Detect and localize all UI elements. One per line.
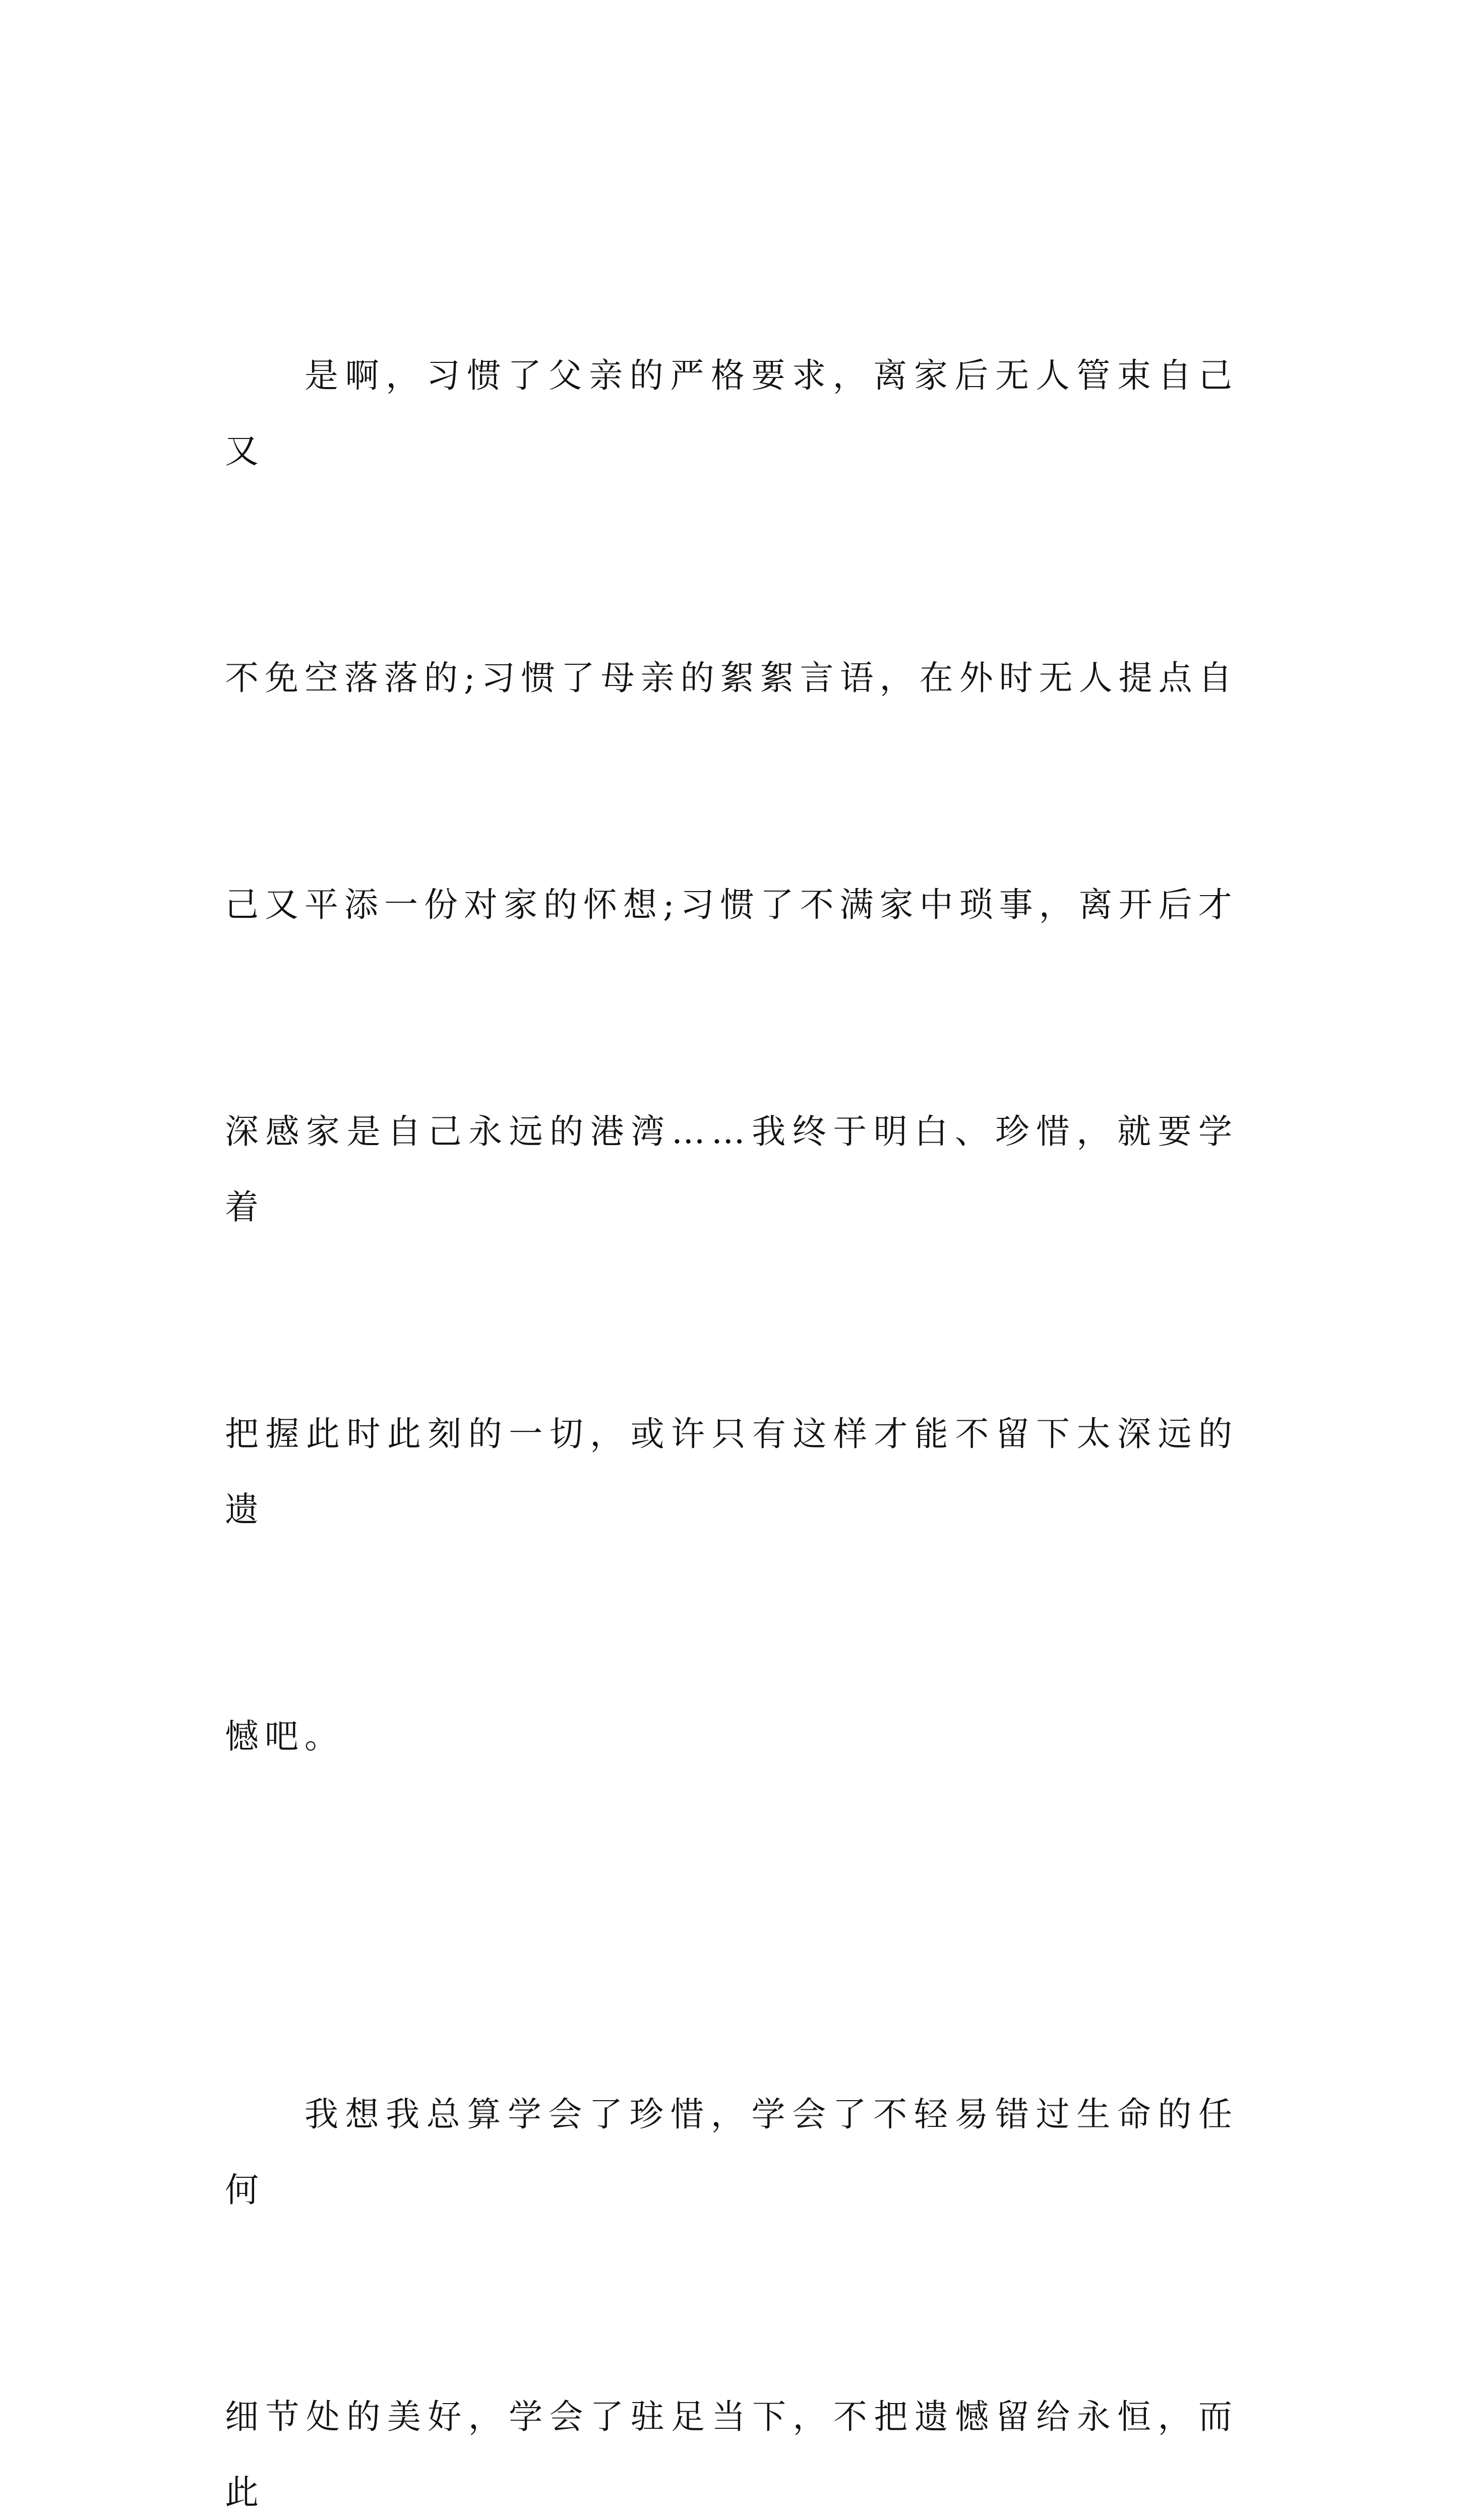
paragraph: [225, 186, 1238, 1925]
text-line: 己又平添一份对家的怀想;习惯了不满家中琐事，离开后才: [225, 885, 1238, 924]
document-body: [225, 186, 1238, 2520]
text-line: 深感家是自己永远的港湾……我终于明白、珍惜，就要学着: [225, 1112, 1238, 1227]
text-line: 我想我总算学会了珍惜，学会了不轻易错过生命的任何: [225, 2095, 1238, 2210]
paragraph: [225, 1925, 1238, 2520]
text-line: 是啊，习惯了父亲的严格要求，离家后无人管束自己又: [225, 356, 1238, 471]
text-line: 不免空落落的;习惯了母亲的絮絮言语，在外时无人提点自: [225, 658, 1238, 698]
text-line: 把握此时此刻的一切，或许只有这样才能不留下太深远的遗: [225, 1414, 1238, 1529]
text-line: 细节处的美好，学会了驻足当下，不把遗憾留给永恒，而此: [225, 2397, 1238, 2512]
text-line: 憾吧。: [225, 1717, 344, 1756]
